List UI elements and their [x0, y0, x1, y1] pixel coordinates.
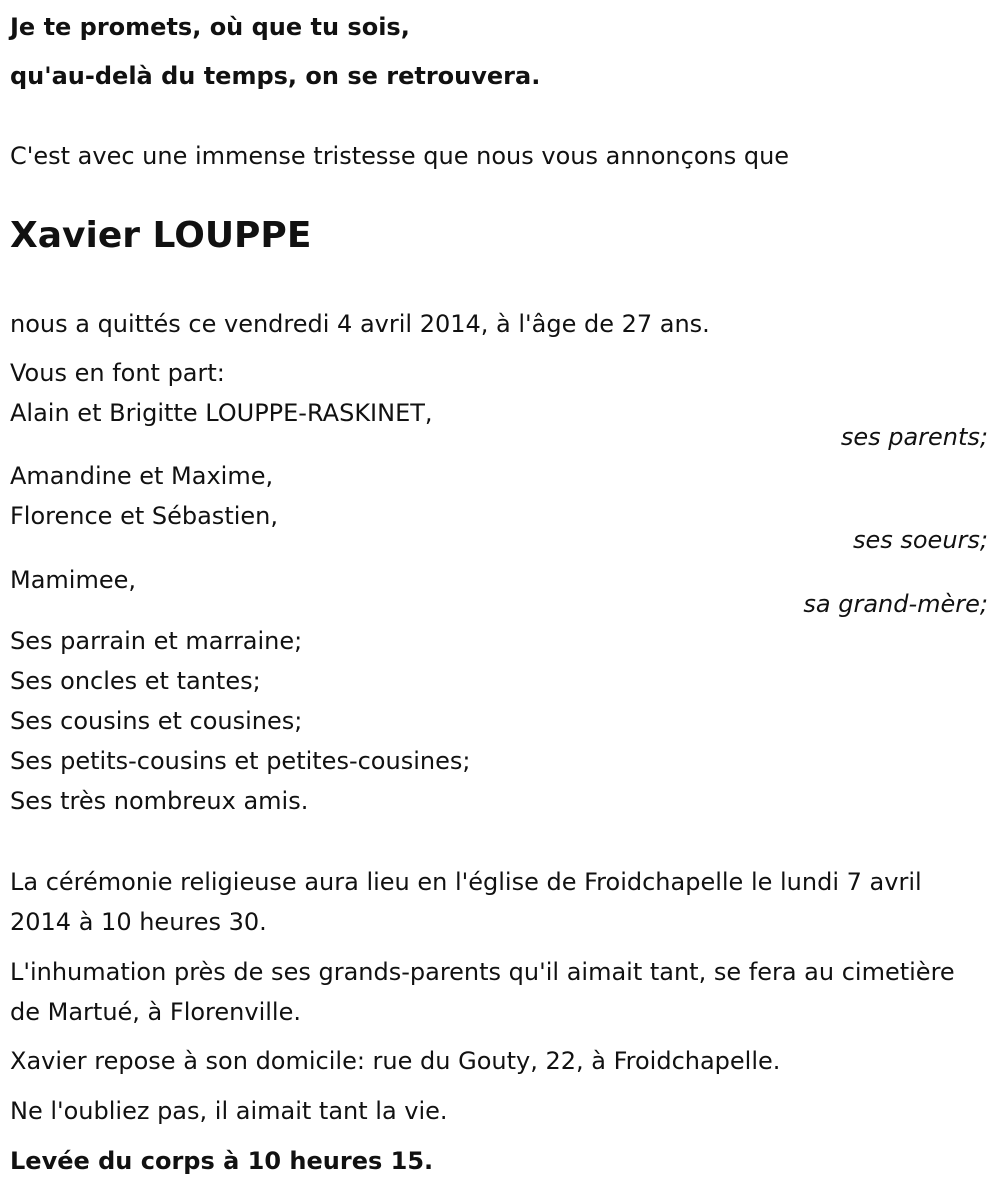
intro-text: C'est avec une immense tristesse que nous vous annonçons que	[10, 142, 790, 170]
family-other-item: Ses oncles et tantes;	[10, 667, 261, 695]
family-other-item: Ses petits-cousins et petites-cousines;	[10, 747, 471, 775]
family-other-item: Ses cousins et cousines;	[10, 707, 303, 735]
burial-paragraph: L'inhumation près de ses grands-parents qu'il aimait tant, se fera au cimetière de Martué, à Florenville.	[10, 958, 955, 1026]
family-other-item: Ses très nombreux amis.	[10, 787, 309, 815]
family-parents: Alain et Brigitte LOUPPE-RASKINET,	[10, 399, 433, 427]
family-grandmother: Mamimee,	[10, 566, 136, 594]
rest-location: Xavier repose à son domicile: rue du Gouty, 22, à Froidchapelle.	[10, 1047, 781, 1075]
family-heading: Vous en font part:	[10, 359, 225, 387]
deceased-name: Xavier LOUPPE	[10, 215, 312, 256]
death-announcement: nous a quittés ce vendredi 4 avril 2014, à l'âge de 27 ans.	[10, 310, 710, 338]
family-grandmother-role: sa grand-mère;	[803, 590, 988, 618]
family-sisters-role: ses soeurs;	[852, 526, 988, 554]
family-sister-2: Florence et Sébastien,	[10, 502, 278, 530]
levee-text: Levée du corps à 10 heures 15.	[10, 1147, 434, 1175]
ceremony-paragraph: La cérémonie religieuse aura lieu en l'église de Froidchapelle le lundi 7 avril 2014 à 10 heures 30.	[10, 868, 922, 936]
family-sister-1: Amandine et Maxime,	[10, 462, 274, 490]
family-parents-role: ses parents;	[840, 423, 988, 451]
remember-text: Ne l'oubliez pas, il aimait tant la vie.	[10, 1097, 448, 1125]
family-other-item: Ses parrain et marraine;	[10, 627, 303, 655]
quote-line-1: Je te promets, où que tu sois,	[10, 13, 410, 41]
quote-line-2: qu'au-delà du temps, on se retrouvera.	[10, 62, 541, 90]
